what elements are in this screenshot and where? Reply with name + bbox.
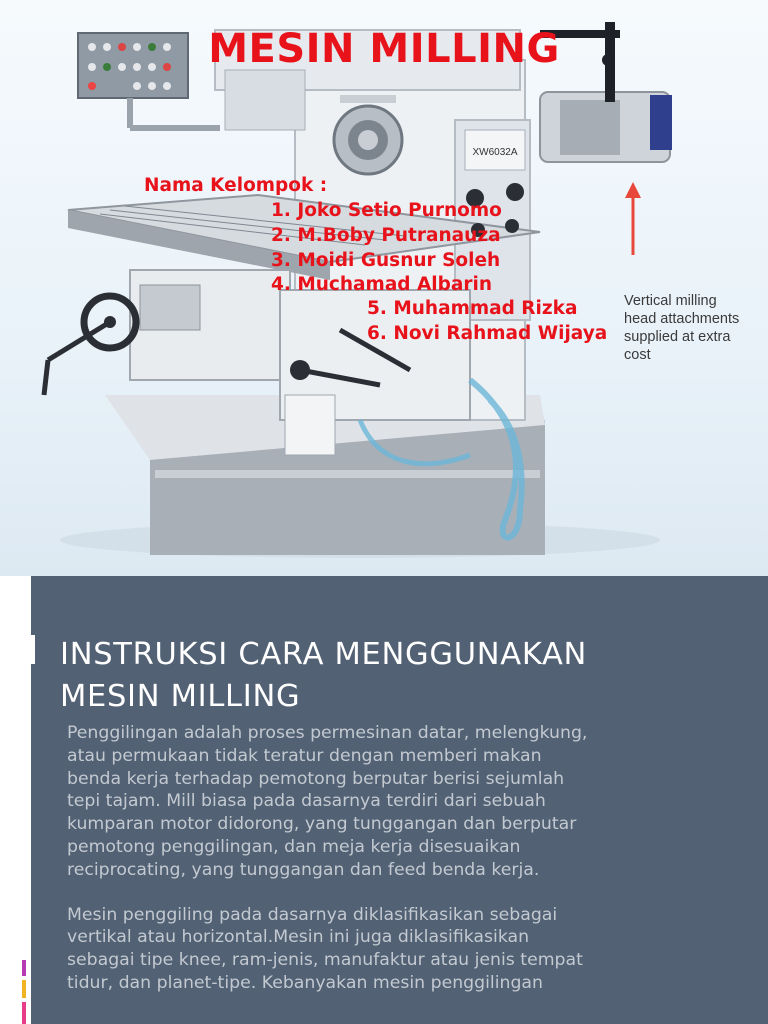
paragraph-gap <box>67 882 757 904</box>
note-line: Vertical milling <box>624 293 717 309</box>
member-1: 1. Joko Setio Purnomo <box>271 200 502 221</box>
title-accent-bar <box>30 635 35 664</box>
instructions-body <box>67 722 757 995</box>
body-line: benda kerja terhadap pemotong berputar berisi sejumlah <box>67 768 565 789</box>
title-accent-bar <box>26 635 28 664</box>
body-line: Penggilingan adalah proses permesinan datar, melengkung, <box>67 723 588 743</box>
note-line: cost <box>624 347 651 363</box>
side-accent-mark <box>22 960 26 976</box>
member-6: 6. Novi Rahmad Wijaya <box>367 323 608 344</box>
slide-title-text: MESIN MILLING <box>208 26 560 72</box>
member-4: 4. Muchamad Albarin <box>271 274 493 295</box>
body-line: Mesin penggiling pada dasarnya diklasifikasikan sebagai <box>67 904 558 925</box>
body-line: tidur, dan planet-tipe. Kebanyakan mesin penggilingan <box>67 972 543 993</box>
side-accent-mark <box>22 980 26 998</box>
body-line: kumparan motor didorong, yang tunggangan dan berputar <box>67 814 577 835</box>
body-line: tepi tajam. Mill biasa pada dasarnya terdiri dari sebuah <box>67 791 546 812</box>
member-5: 5. Muhammad Rizka <box>367 298 578 319</box>
machine-model-label: XW6032A <box>472 147 518 158</box>
body-line: vertikal atau horizontal.Mesin ini juga diklasifikasikan <box>67 927 530 948</box>
member-2: 2. M.Boby Putranauza <box>271 225 501 246</box>
group-label: Nama Kelompok : <box>144 175 328 196</box>
slide-title <box>0 26 768 72</box>
side-accent-mark <box>22 1002 26 1024</box>
note-line: supplied at extra <box>624 329 731 345</box>
instructions-title <box>60 634 750 718</box>
note-line: head attachments <box>624 311 740 327</box>
title-accent-bar <box>19 635 24 664</box>
body-line: sebagai tipe knee, ram-jenis, manufaktur atau jenis tempat <box>67 950 583 971</box>
vertical-head-note <box>624 292 768 364</box>
body-line: pemotong penggilingan, dan meja kerja disesuaikan <box>67 836 521 857</box>
title-line: INSTRUKSI CARA MENGGUNAKAN <box>60 637 588 672</box>
body-line: atau permukaan tidak teratur dengan memberi makan <box>67 745 542 766</box>
body-line: reciprocating, yang tunggangan dan feed benda kerja. <box>67 859 540 880</box>
member-3: 3. Moidi Gusnur Soleh <box>271 250 501 271</box>
title-line: MESIN MILLING <box>60 679 301 714</box>
